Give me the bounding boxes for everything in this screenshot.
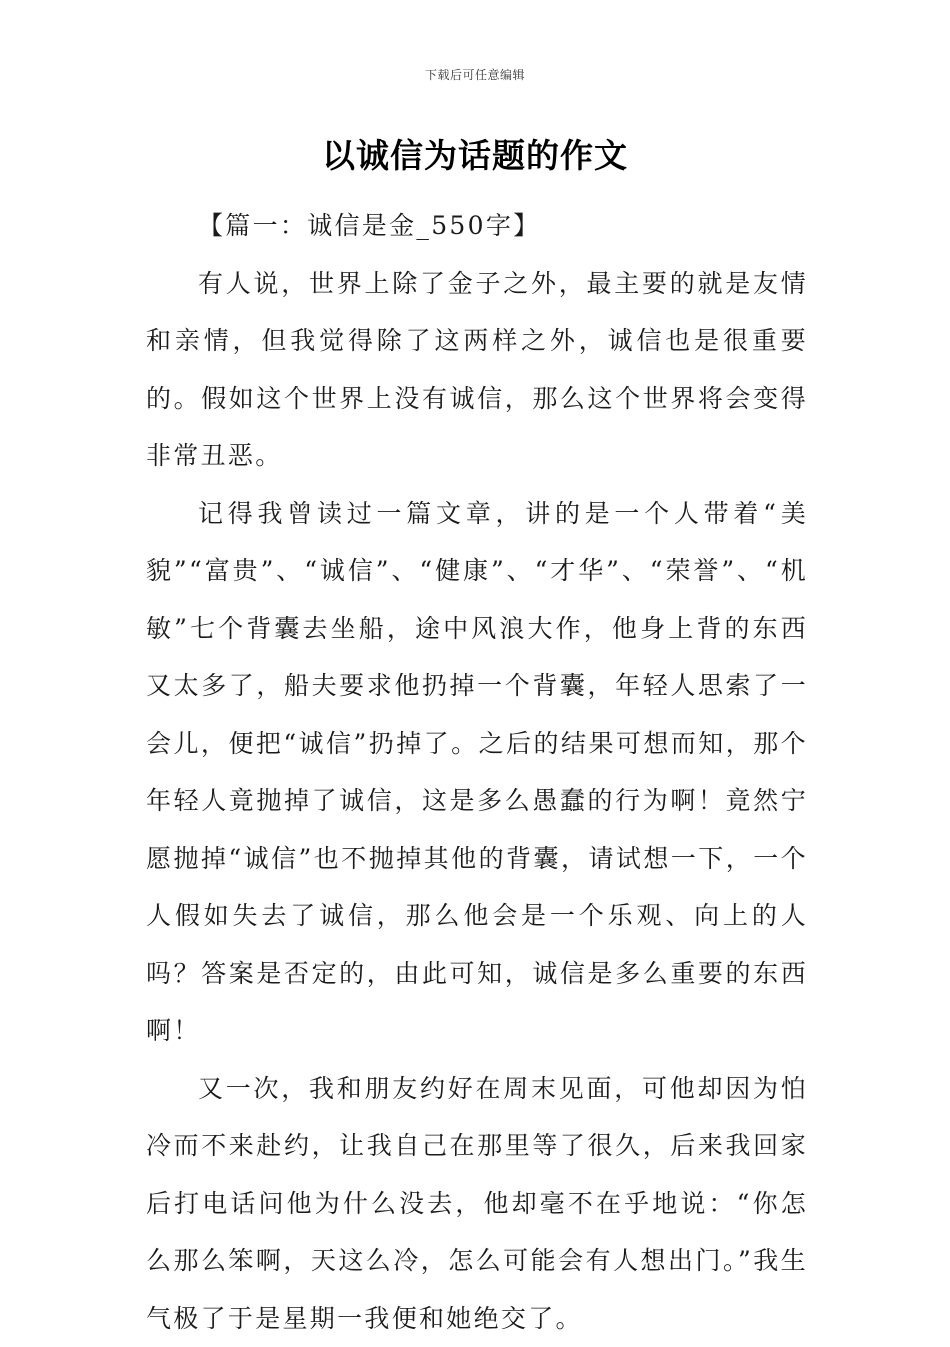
section-label: 【篇一：诚信是金_550字】 <box>146 197 808 255</box>
paragraph-3: 又一次，我和朋友约好在周末见面，可他却因为怕冷而不来赴约，让我自己在那里等了很久，后来我回家后打电话问他为什么没去，他却毫不在乎地说：“你怎么那么笨啊，天这么冷，怎么可能会有人想出门。”我生气极了于是星期一我便和她绝交了。 <box>146 1060 808 1347</box>
document-title: 以诚信为话题的作文 <box>0 130 950 177</box>
header-note: 下载后可任意编辑 <box>0 66 950 83</box>
paragraph-1: 有人说，世界上除了金子之外，最主要的就是友情和亲情，但我觉得除了这两样之外，诚信也是很重要的。假如这个世界上没有诚信，那么这个世界将会变得非常丑恶。 <box>146 255 808 485</box>
document-body <box>146 197 808 1347</box>
paragraph-2: 记得我曾读过一篇文章，讲的是一个人带着“美貌”“富贵”、“诚信”、“健康”、“才华”、“荣誉”、“机敏”七个背囊去坐船，途中风浪大作，他身上背的东西又太多了，船夫要求他扔掉一个背囊，年轻人思索了一会儿，便把“诚信”扔掉了。之后的结果可想而知，那个年轻人竟抛掉了诚信，这是多么愚蠢的行为啊！竟然宁愿抛掉“诚信”也不抛掉其他的背囊，请试想一下，一个人假如失去了诚信，那么他会是一个乐观、向上的人吗？答案是否定的，由此可知，诚信是多么重要的东西啊！ <box>146 485 808 1060</box>
